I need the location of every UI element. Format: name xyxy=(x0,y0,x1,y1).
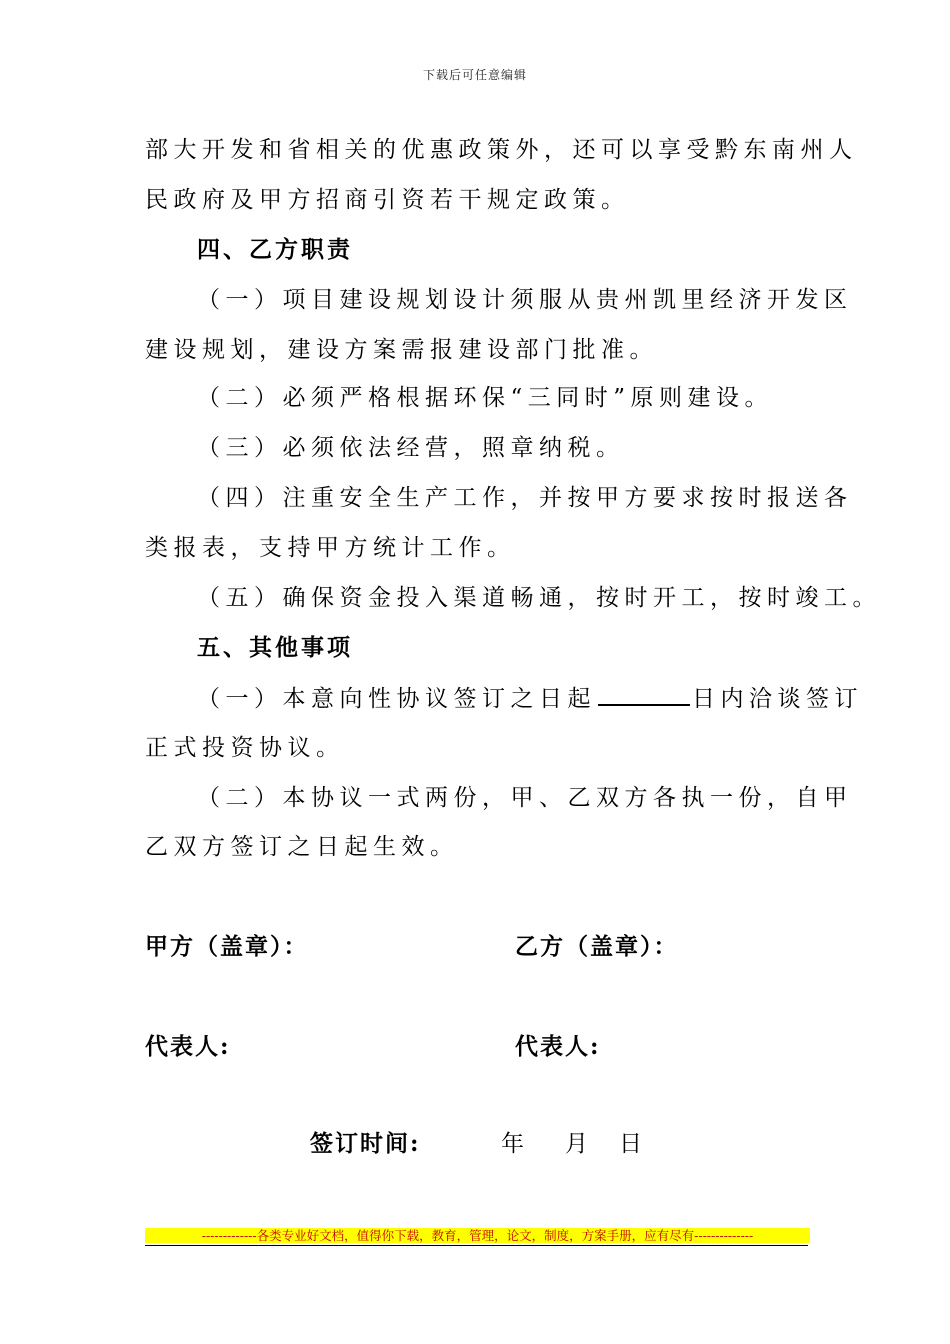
paragraph-line: 民政府及甲方招商引资若干规定政策。 xyxy=(145,187,630,213)
paragraph-line: （三）必须依法经营，照章纳税。 xyxy=(197,435,625,461)
party-a-representative-label: 代表人: xyxy=(145,1033,231,1060)
paragraph-line-with-blank xyxy=(197,684,863,713)
header-note: 下载后可任意编辑 xyxy=(422,68,527,82)
date-month: 月 xyxy=(565,1131,588,1157)
paragraph-line: （二）必须严格根据环保“三同时”原则建设。 xyxy=(197,385,774,411)
footer-banner: -------------各类专业好文档，值得你下载，教育，管理，论文，制度，方案手册，应有尽有-------------- xyxy=(145,1228,810,1243)
paragraph-line: 建设规划，建设方案需报建设部门批准。 xyxy=(145,337,658,363)
fill-in-blank xyxy=(598,684,690,706)
footer-divider xyxy=(145,1245,808,1246)
paragraph-line: 乙双方签订之日起生效。 xyxy=(145,834,459,860)
paragraph-line: 类报表，支持甲方统计工作。 xyxy=(145,535,516,561)
paragraph-line: （五）确保资金投入渠道畅通，按时开工，按时竣工。 xyxy=(197,585,881,611)
date-year: 年 xyxy=(501,1131,524,1157)
section-heading-4: 四、乙方职责 xyxy=(197,236,353,263)
paragraph-line: 部大开发和省相关的优惠政策外，还可以享受黔东南州人 xyxy=(145,137,858,163)
paragraph-line: （二）本协议一式两份，甲、乙双方各执一份，自甲 xyxy=(197,785,853,811)
paragraph-line: （一）项目建设规划设计须服从贵州凯里经济开发区 xyxy=(197,287,853,313)
party-b-representative-label: 代表人: xyxy=(515,1033,601,1060)
clause-text: （一）本意向性协议签订之日起 xyxy=(197,686,596,712)
sign-time-label: 签订时间: xyxy=(310,1130,421,1157)
paragraph-line: （四）注重安全生产工作，并按甲方要求按时报送各 xyxy=(197,485,853,511)
party-a-seal-label: 甲方（盖章）： xyxy=(145,933,309,960)
section-heading-5: 五、其他事项 xyxy=(197,634,353,661)
clause-text: 日内洽谈签订 xyxy=(692,686,863,712)
date-day: 日 xyxy=(619,1131,642,1157)
party-b-seal-label: 乙方（盖章）： xyxy=(515,933,679,960)
paragraph-line: 正式投资协议。 xyxy=(145,735,345,761)
